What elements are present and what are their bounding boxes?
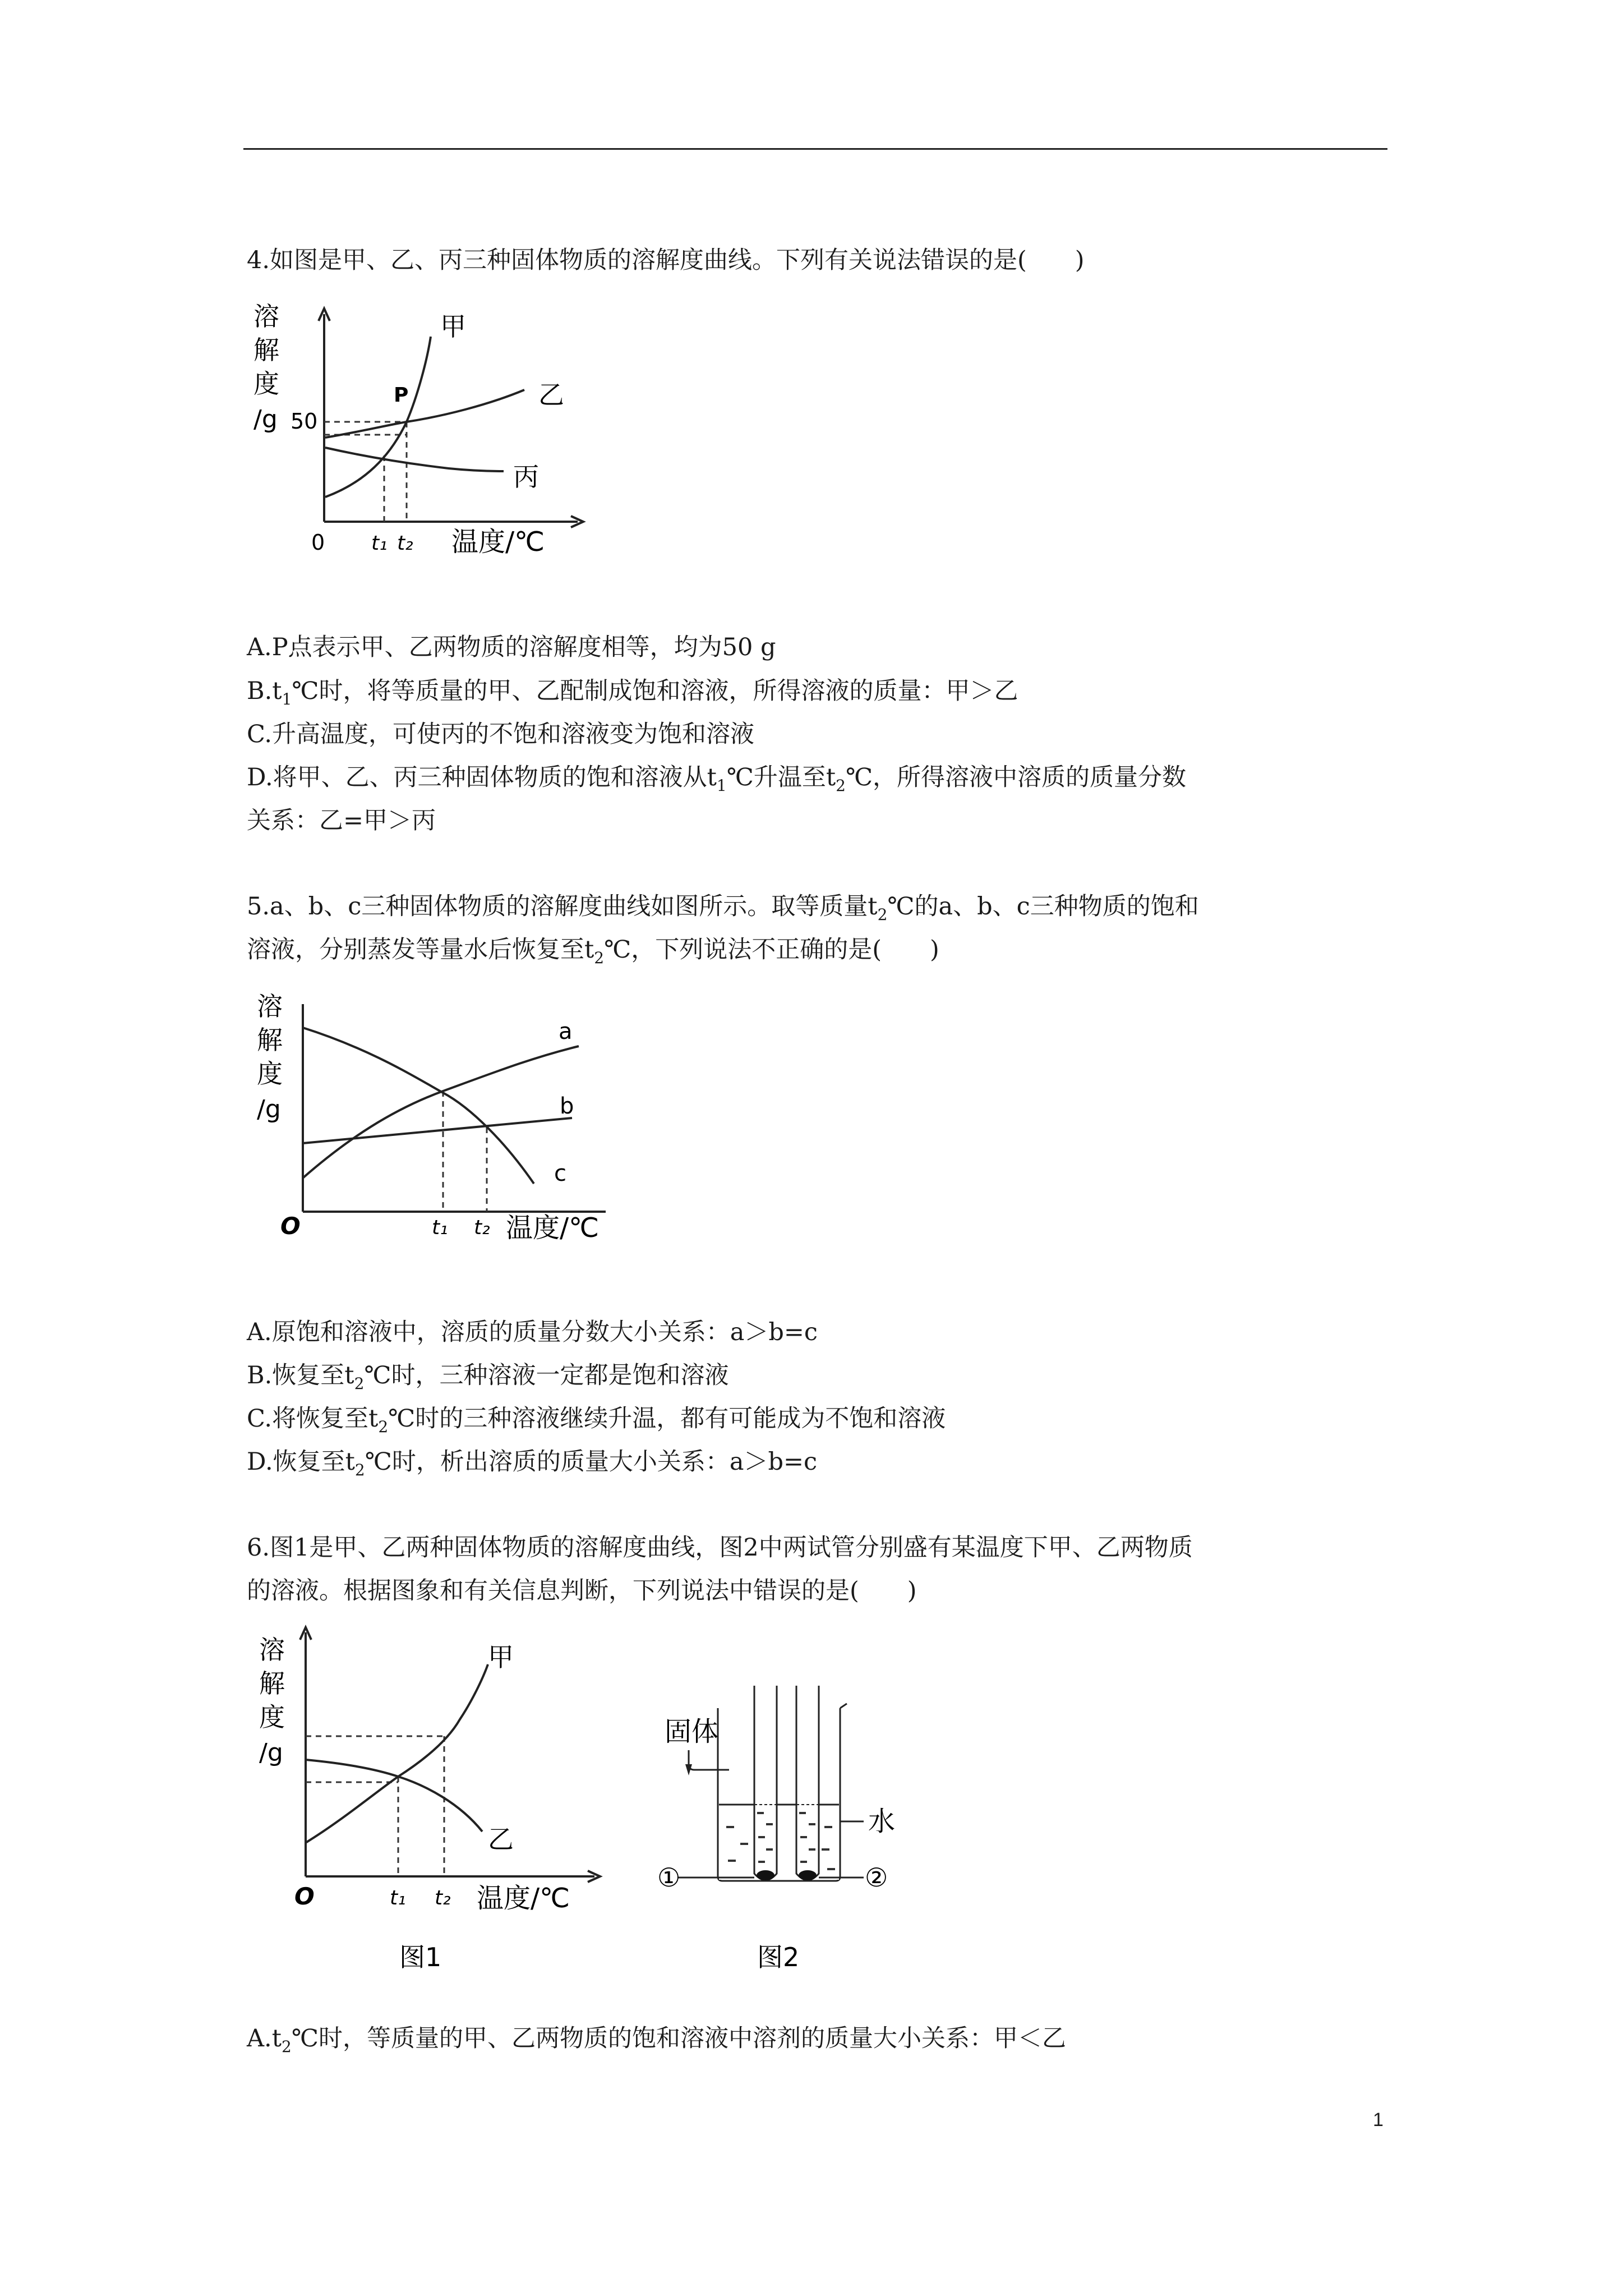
- q6-f2-solid-pointer: [689, 1750, 729, 1770]
- q6-f2-tube1: [754, 1686, 777, 1880]
- q6-figure2-diagram: [657, 1674, 931, 1989]
- q6-f2-water: [719, 1805, 839, 1880]
- q6-f1-caption: 图1: [399, 1942, 442, 1972]
- q4-option-d: D.将甲、乙、丙三种固体物质的饱和溶液从$t_1℃$升温至$t_2℃$，所得溶液中溶质的质量分数: [247, 763, 1187, 795]
- q5-series-b: b: [560, 1093, 574, 1119]
- q6-f1-ylabel-2: 解: [259, 1668, 285, 1699]
- page-number: 1: [1373, 2109, 1384, 2131]
- q5-option-b: B.恢复至$t_2℃$时，三种溶液一定都是饱和溶液: [247, 1361, 729, 1393]
- q5-ylabel-1: 溶: [257, 991, 283, 1022]
- q5-option-c: C.将恢复至$t_2℃$时的三种溶液继续升温，都有可能成为不饱和溶液: [247, 1405, 946, 1436]
- q6-f2-beaker-lip: [840, 1704, 847, 1708]
- q6-stem-line2: 的溶液。根据图象和有关信息判断，下列说法中错误的是( ): [247, 1577, 917, 1605]
- q4-series-bing: 丙: [513, 462, 539, 492]
- q6-f1-ylabel-3: 度: [259, 1702, 285, 1732]
- q4-xlabel: 温度/℃: [451, 526, 545, 558]
- q5-curve-b: [303, 1118, 572, 1143]
- q5-stem-line2: 溶液，分别蒸发等量水后恢复至$t_2℃$，下列说法不正确的是( ): [247, 936, 939, 967]
- q6-f1-xlabel: 温度/℃: [477, 1883, 570, 1914]
- q5-option-a: A.原饱和溶液中，溶质的质量分数大小关系：a＞b=c: [247, 1318, 818, 1346]
- header-rule: [243, 148, 1387, 150]
- q4-ylabel-3: 度: [253, 369, 279, 399]
- q4-curve-bing: [325, 448, 504, 471]
- q4-ylabel-4: /g: [253, 405, 278, 434]
- q4-y-tick-50: 50: [291, 409, 318, 434]
- q6-f1-x-tick-t1: t₁: [390, 1887, 406, 1910]
- q4-series-yi: 乙: [538, 380, 564, 410]
- q5-solubility-chart: [247, 987, 639, 1251]
- q4-solubility-chart: [247, 297, 606, 578]
- q4-point-p: P: [394, 384, 409, 407]
- q4-option-b: $B.t_1℃$时，将等质量的甲、乙配制成饱和溶液，所得溶液的质量：甲＞乙: [247, 677, 1018, 708]
- q4-curve-jia: [325, 337, 431, 497]
- q6-f2-solid1: [757, 1870, 774, 1880]
- q5-series-a: a: [559, 1019, 573, 1045]
- q4-option-a: A.P点表示甲、乙两物质的溶解度相等，均为50 g: [247, 633, 776, 661]
- q4-origin: 0: [311, 530, 325, 555]
- q5-curve-c: [303, 1028, 534, 1184]
- q4-curve-yi: [325, 390, 524, 438]
- q6-f2-label-2: ②: [865, 1862, 888, 1893]
- q5-series-c: c: [554, 1161, 566, 1186]
- q4-ylabel-2: 解: [253, 335, 279, 365]
- q6-f2-label-water: 水: [868, 1806, 896, 1837]
- q4-x-tick-t2: t₂: [397, 532, 413, 555]
- q6-figure1-chart: [247, 1624, 639, 1989]
- q5-x-tick-t2: t₂: [474, 1216, 490, 1239]
- q6-f2-tube2: [796, 1686, 819, 1880]
- q5-x-tick-t1: t₁: [432, 1216, 448, 1239]
- q6-f1-series-jia: 甲: [488, 1642, 514, 1672]
- q4-series-jia: 甲: [440, 311, 466, 342]
- q6-f2-label-solid: 固体: [665, 1716, 719, 1747]
- q6-f1-origin: O: [294, 1883, 315, 1910]
- q6-f1-ylabel-4: /g: [259, 1738, 283, 1767]
- q5-origin: O: [280, 1212, 301, 1240]
- q5-stem-line1: 5.a、b、c三种固体物质的溶解度曲线如图所示。取等质量$t_2℃$的a、b、c三种物质的饱和: [247, 892, 1199, 924]
- q6-stem-line1: 6.图1是甲、乙两种固体物质的溶解度曲线，图2中两试管分别盛有某温度下甲、乙两物质: [247, 1534, 1193, 1562]
- q4-option-d-line2: 关系：乙=甲＞丙: [247, 807, 436, 835]
- q4-x-tick-t1: t₁: [371, 532, 388, 555]
- q6-f1-curve-yi: [306, 1760, 482, 1832]
- q6-f2-caption: 图2: [757, 1942, 800, 1972]
- q5-ylabel-3: 度: [257, 1059, 283, 1089]
- q6-f1-x-tick-t2: t₂: [435, 1887, 451, 1910]
- q4-ylabel-1: 溶: [253, 301, 279, 332]
- q6-f1-ylabel-1: 溶: [259, 1635, 285, 1665]
- q5-ylabel-2: 解: [257, 1025, 283, 1055]
- q5-xlabel: 温度/℃: [506, 1212, 600, 1244]
- q6-option-a: $A.t_2℃$时，等质量的甲、乙两物质的饱和溶液中溶剂的质量大小关系：甲＜乙: [247, 2024, 1066, 2056]
- q6-f2-solid2: [799, 1870, 817, 1880]
- q4-option-c: C.升高温度，可使丙的不饱和溶液变为饱和溶液: [247, 720, 755, 748]
- q5-ylabel-4: /g: [257, 1095, 281, 1124]
- q6-f2-label-1: ①: [657, 1862, 681, 1893]
- q6-f1-series-yi: 乙: [488, 1824, 514, 1855]
- q5-option-d: D.恢复至$t_2℃$时，析出溶质的质量大小关系：a＞b=c: [247, 1448, 818, 1479]
- q5-curve-a: [303, 1046, 579, 1178]
- q6-f1-curve-jia: [306, 1664, 488, 1843]
- q4-stem: 4.如图是甲、乙、丙三种固体物质的溶解度曲线。下列有关说法错误的是( ): [247, 246, 1085, 274]
